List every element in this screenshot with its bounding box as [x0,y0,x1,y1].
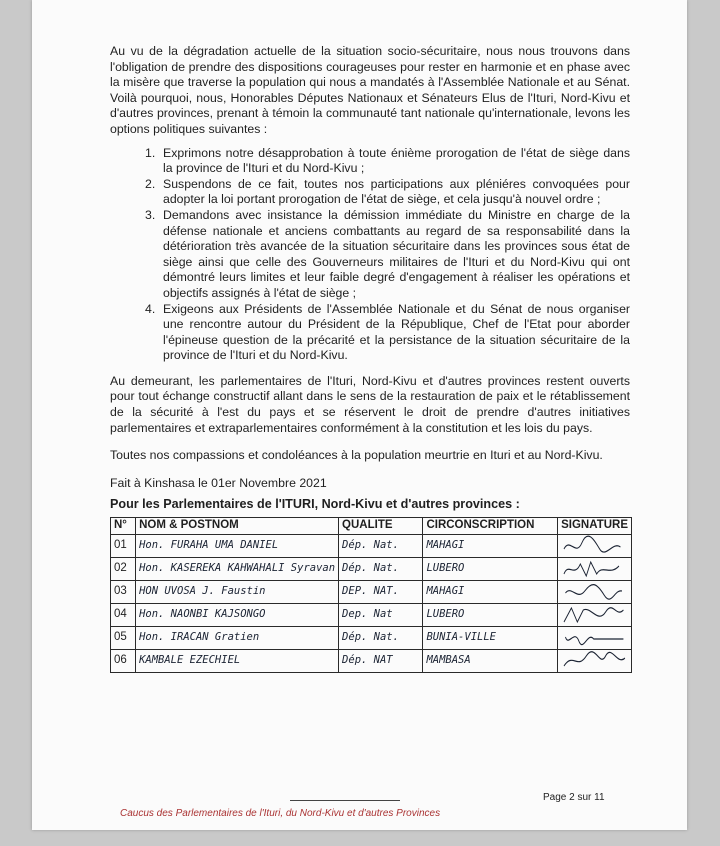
row-circonscription: LUBERO [423,603,558,626]
row-signature [558,534,632,557]
place-date: Fait à Kinshasa le 01er Novembre 2021 [110,475,327,490]
row-circonscription: MAHAGI [423,580,558,603]
row-name: Hon. IRACAN Gratien [136,626,339,649]
row-qualite: Dép. Nat. [339,626,423,649]
col-qualite-header: QUALITE [339,518,423,535]
signatories-table [110,517,632,673]
options-list [110,146,630,364]
row-name: Hon. NAONBI KAJSONGO [136,603,339,626]
row-circonscription: MAMBASA [423,649,558,672]
row-qualite: Dep. Nat [339,603,423,626]
closing-paragraph: Au demeurant, les parlementaires de l'Ituri, Nord-Kivu et d'autres provinces restent ouverts pour tout échange constructif allant dans le sens de la restauration de paix et le rétablissement de la sécurité à l'est du pays et se réservent le droit de prendre d'autres initiatives parlementaires et extraparlementaires conformément à la constitution et les lois du pays. [110,373,630,435]
row-qualite: Dép. NAT [339,649,423,672]
row-qualite: Dép. Nat. [339,557,423,580]
row-circonscription: LUBERO [423,557,558,580]
option-item: 4. Exigeons aux Présidents de l'Assemblée Nationale et du Sénat de nous organiser une rencontre autour du Président de la République, Chef de l'Etat pour aborder l'épineuse question de la précarité et la persistance de la situation sécuritaire de la province de l'Ituri et du Nord-Kivu. [145,301,630,363]
table-row [111,603,632,626]
row-circonscription: BUNIA-VILLE [423,626,558,649]
col-name-header: NOM & POSTNOM [136,518,339,535]
signature-scribble [561,581,628,603]
footer-caption: Caucus des Parlementaires de l'Ituri, du Nord-Kivu et d'autres Provinces [120,808,441,819]
table-row [111,626,632,649]
row-name: Hon. KASEREKA KAHWAHALI Syravan [136,557,339,580]
row-number: 03 [111,580,136,603]
table-row [111,557,632,580]
col-circonscription-header: CIRCONSCRIPTION [423,518,558,535]
signature-scribble [561,558,628,580]
signature-scribble [561,604,628,626]
intro-paragraph: Au vu de la dégradation actuelle de la situation socio-sécuritaire, nous nous trouvons dans l'obligation de prendre des dispositions courageuses pour rester en harmonie et en phase avec la misère que traverse la population qui nous a mandatés à l'Assemblée Nationale et au Sénat. Voilà pourquoi, nous, Honorables Députes Nationaux et Sénateurs Elus de l'Ituri, Nord-Kivu et d'autres provinces, prenant à témoin la communauté tant nationale qu'internationale, levons les options politiques suivantes : [110,44,630,136]
row-signature [558,580,632,603]
row-qualite: DEP. NAT. [339,580,423,603]
table-header-row [111,518,632,535]
signature-scribble [561,535,628,557]
col-number-header: N° [111,518,136,535]
row-name: KAMBALE EZECHIEL [136,649,339,672]
signature-scribble [561,650,628,672]
option-item: 1. Exprimons notre désapprobation à toute énième prorogation de l'état de siège dans la province de l'Ituri et du Nord-Kivu ; [145,145,630,176]
row-number: 06 [111,649,136,672]
document-body [110,44,630,673]
option-item: 3. Demandons avec insistance la démission immédiate du Ministre en charge de la défense nationale et anciens combattants au regard de sa responsabilité dans la détérioration très avancée de la situation sécuritaire dans les provinces sous état de siège ainsi que celle des Gouverneurs militaires de l'Ituri et du Nord-Kivu qui ont démontré leurs limites et leur faible degré d'engagement à réaliser les opérations et objectifs assignés à l'état de siège ; [145,207,630,300]
row-qualite: Dép. Nat. [339,534,423,557]
row-number: 01 [111,534,136,557]
row-signature [558,649,632,672]
table-row [111,534,632,557]
row-number: 05 [111,626,136,649]
option-item: 2. Suspendons de ce fait, toutes nos participations aux pléniéres convoquées pour adopter la loi portant prorogation de l'état de siège, et cela jusqu'à nouvel ordre ; [145,176,630,207]
signature-scribble [561,627,628,649]
condolences-paragraph: Toutes nos compassions et condoléances à la population meurtrie en Ituri et au Nord-Kivu. [110,448,603,463]
row-number: 04 [111,603,136,626]
col-signature-header: SIGNATURE [558,518,632,535]
signatories-heading: Pour les Parlementaires de l'ITURI, Nord-Kivu et d'autres provinces : [110,497,520,512]
row-name: Hon. FURAHA UMA DANIEL [136,534,339,557]
row-signature [558,603,632,626]
row-signature [558,557,632,580]
row-circonscription: MAHAGI [423,534,558,557]
document-page [32,0,687,830]
row-signature [558,626,632,649]
page-number: Page 2 sur 11 [543,792,605,803]
table-row [111,580,632,603]
row-number: 02 [111,557,136,580]
table-row [111,649,632,672]
footer-divider [290,800,400,801]
row-name: HON UVOSA J. Faustin [136,580,339,603]
